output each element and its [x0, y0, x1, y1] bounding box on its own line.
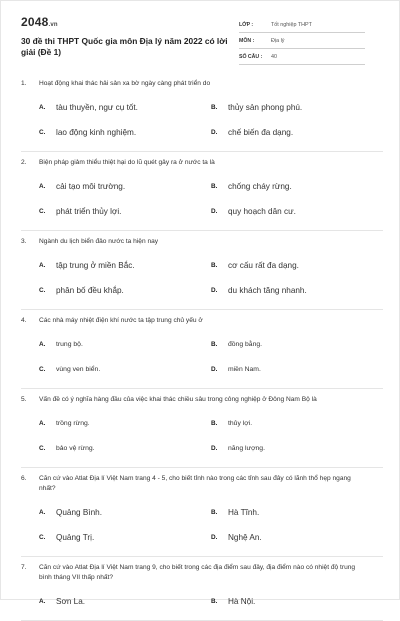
answer-option[interactable] — [39, 589, 211, 614]
option-text: miền Nam. — [228, 366, 261, 373]
exam-header — [21, 15, 383, 73]
meta-value: Địa lý — [271, 37, 285, 44]
question-number: 3. — [21, 238, 27, 245]
answer-option[interactable] — [211, 589, 383, 614]
option-letter: C. — [39, 445, 46, 452]
question-number: 2. — [21, 159, 27, 166]
question-item — [21, 152, 383, 231]
exam-title: 30 đề thi THPT Quốc gia môn Địa lý năm 2022 có lời giải (Đề 1) — [21, 36, 228, 57]
option-text: phân bố đều khắp. — [56, 286, 124, 295]
option-letter: D. — [211, 208, 218, 215]
option-letter: B. — [211, 509, 218, 516]
answer-options — [21, 589, 383, 614]
option-letter: A. — [39, 509, 46, 516]
answer-option[interactable] — [39, 411, 211, 436]
option-letter: D. — [211, 129, 218, 136]
meta-label: SỐ CÂU : — [239, 53, 263, 60]
meta-value: Tốt nghiệp THPT — [271, 21, 312, 28]
answer-options — [21, 332, 383, 382]
question-item — [21, 468, 383, 557]
question-number: 1. — [21, 80, 27, 87]
question-text: Căn cứ vào Atlat Địa lí Việt Nam trang 4 - 5, cho biết tỉnh nào trong các tỉnh sau đây có lãnh thổ hẹp ngang nhất? — [39, 475, 351, 492]
question-stem — [21, 237, 383, 247]
option-text: bảo vệ rừng. — [56, 445, 95, 452]
option-letter: B. — [211, 104, 218, 111]
question-item — [21, 310, 383, 389]
question-number: 5. — [21, 396, 27, 403]
question-stem — [21, 474, 383, 494]
question-number: 4. — [21, 317, 27, 324]
question-text: Biện pháp giảm thiểu thiệt hại do lũ quét gây ra ở nước ta là — [39, 159, 215, 166]
question-text: Căn cứ vào Atlat Địa lí Việt Nam trang 9, cho biết trong các địa điểm sau đây, địa điểm nào có nhiệt độ trung bình tháng VII thấp nhất? — [39, 564, 356, 581]
answer-options — [21, 253, 383, 303]
option-letter: A. — [39, 262, 46, 269]
answer-options — [21, 500, 383, 550]
option-text: cơ cấu rất đa dạng. — [228, 261, 299, 270]
question-item — [21, 231, 383, 310]
option-letter: B. — [211, 420, 218, 427]
option-text: Hà Tĩnh. — [228, 508, 260, 517]
option-text: cải tạo môi trường. — [56, 182, 126, 191]
answer-option[interactable] — [39, 120, 211, 145]
option-text: tàu thuyền, ngư cụ tốt. — [56, 103, 138, 112]
option-text: lao động kinh nghiệm. — [56, 128, 137, 137]
answer-option[interactable] — [211, 500, 383, 525]
option-text: thủy lợi. — [228, 420, 253, 427]
question-stem — [21, 158, 383, 168]
answer-option[interactable] — [39, 500, 211, 525]
question-text: Vấn đề có ý nghĩa hàng đầu của việc khai thác chiều sâu trong công nghiệp ở Đông Nam Bộ là — [39, 396, 317, 403]
answer-option[interactable] — [39, 95, 211, 120]
option-letter: A. — [39, 104, 46, 111]
answer-option[interactable] — [39, 278, 211, 303]
question-item — [21, 389, 383, 468]
answer-option[interactable] — [211, 278, 383, 303]
meta-row — [239, 17, 365, 33]
answer-option[interactable] — [211, 199, 383, 224]
answer-option[interactable] — [211, 253, 383, 278]
answer-option[interactable] — [39, 174, 211, 199]
answer-option[interactable] — [211, 411, 383, 436]
option-letter: D. — [211, 366, 218, 373]
question-text: Ngành du lịch biển đảo nước ta hiện nay — [39, 238, 159, 245]
option-letter: A. — [39, 598, 46, 605]
option-letter: A. — [39, 183, 46, 190]
question-item — [21, 73, 383, 152]
option-letter: A. — [39, 420, 46, 427]
option-letter: B. — [211, 183, 218, 190]
option-text: đồng bằng. — [228, 341, 263, 348]
answer-option[interactable] — [39, 357, 211, 382]
question-stem — [21, 316, 383, 326]
meta-label: LỚP : — [239, 21, 254, 28]
option-text: trồng rừng. — [56, 420, 90, 427]
question-number: 6. — [21, 475, 27, 482]
option-text: thủy sản phong phú. — [228, 103, 303, 112]
question-stem — [21, 395, 383, 405]
question-number: 7. — [21, 564, 27, 571]
option-letter: B. — [211, 262, 218, 269]
meta-row — [239, 49, 365, 65]
option-text: năng lượng. — [228, 445, 265, 452]
question-text: Hoạt động khai thác hải sản xa bờ ngày càng phát triển do — [39, 80, 211, 87]
question-list — [21, 73, 383, 621]
answer-option[interactable] — [211, 436, 383, 461]
answer-options — [21, 174, 383, 224]
answer-option[interactable] — [211, 120, 383, 145]
question-stem — [21, 79, 383, 89]
option-text: quy hoạch dân cư. — [228, 207, 296, 216]
option-letter: C. — [39, 287, 46, 294]
option-text: trung bộ. — [56, 341, 83, 348]
answer-option[interactable] — [39, 253, 211, 278]
option-letter: C. — [39, 208, 46, 215]
option-text: vùng ven biển. — [56, 366, 101, 373]
meta-row — [239, 33, 365, 49]
question-text: Các nhà máy nhiệt điện khí nước ta tập trung chủ yếu ở — [39, 317, 203, 324]
option-text: du khách tăng nhanh. — [228, 286, 307, 295]
answer-option[interactable] — [211, 174, 383, 199]
option-letter: D. — [211, 445, 218, 452]
option-text: Sơn La. — [56, 597, 86, 606]
option-text: Quảng Bình. — [56, 508, 102, 517]
answer-options — [21, 411, 383, 461]
logo-tld: .vn — [48, 22, 58, 28]
exam-meta — [239, 17, 365, 65]
question-stem — [21, 563, 383, 583]
answer-option[interactable] — [211, 332, 383, 357]
option-letter: D. — [211, 287, 218, 294]
option-letter: A. — [39, 341, 46, 348]
option-text: chống cháy rừng. — [228, 182, 292, 191]
option-text: Quảng Trị. — [56, 533, 95, 542]
option-letter: C. — [39, 366, 46, 373]
option-text: Nghệ An. — [228, 533, 262, 542]
option-letter: D. — [211, 534, 218, 541]
answer-option[interactable] — [211, 95, 383, 120]
meta-value: 40 — [271, 53, 277, 60]
option-text: chế biến đa dạng. — [228, 128, 294, 137]
option-text: Hà Nội. — [228, 597, 256, 606]
option-text: phát triển thủy lợi. — [56, 207, 122, 216]
meta-label: MÔN : — [239, 37, 255, 44]
logo-main: 2048 — [21, 15, 49, 29]
answer-option[interactable] — [39, 199, 211, 224]
option-text: tập trung ở miền Bắc. — [56, 261, 135, 270]
answer-option[interactable] — [211, 525, 383, 550]
option-letter: C. — [39, 534, 46, 541]
answer-option[interactable] — [211, 357, 383, 382]
answer-option[interactable] — [39, 332, 211, 357]
option-letter: C. — [39, 129, 46, 136]
answer-options — [21, 95, 383, 145]
option-letter: B. — [211, 341, 218, 348]
question-item — [21, 557, 383, 621]
answer-option[interactable] — [39, 436, 211, 461]
answer-option[interactable] — [39, 525, 211, 550]
option-letter: B. — [211, 598, 218, 605]
